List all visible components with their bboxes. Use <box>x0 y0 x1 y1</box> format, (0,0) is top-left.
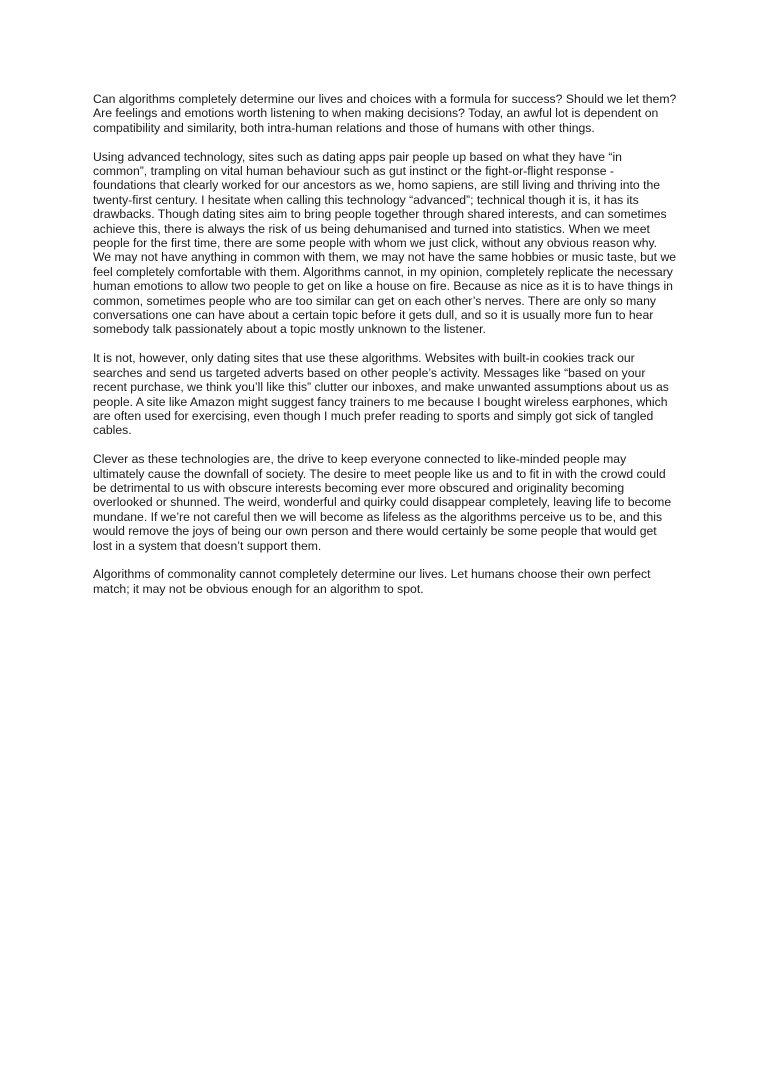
paragraph-dating-apps: Using advanced technology, sites such as dating apps pair people up based on what they have “in common”, trampling on vital human behaviour such as gut instinct or the fight-or-flight response - foundations that clearly worked for our ancestors as we, homo sapiens, are still living and thriving into the twenty-first century. I hesitate when calling this technology “advanced”; technical though it is, it has its drawbacks. Though dating sites aim to bring people together through shared interests, and can sometimes achieve this, there is always the risk of us being dehumanised and turned into statistics. When we meet people for the first time, there are some people with whom we just click, without any obvious reason why. We may not have anything in common with them, we may not have the same hobbies or music taste, but we feel completely comfortable with them. Algorithms cannot, in my opinion, completely replicate the necessary human emotions to allow two people to get on like a house on fire. Because as nice as it is to have things in common, sometimes people who are too similar can get on each other’s nerves. There are only so many conversations one can have about a certain topic before it gets dull, and so it is usually more fun to hear somebody talk passionately about a topic mostly unknown to the listener. <box>93 149 677 337</box>
essay-body <box>93 92 677 611</box>
paragraph-cookies: It is not, however, only dating sites that use these algorithms. Websites with built-in cookies track our searches and send us targeted adverts based on other people’s activity. Messages like “based on your recent purchase, we think you’ll like this” clutter our inboxes, and make unwanted assumptions about us as people. A site like Amazon might suggest fancy trainers to me because I bought wireless earphones, which are often used for exercising, even though I much prefer reading to sports and simply got sick of tangled cables. <box>93 351 669 438</box>
paragraph-society: Clever as these technologies are, the drive to keep everyone connected to like-minded people may ultimately cause the downfall of society. The desire to meet people like us and to fit in with the crowd could be detrimental to us with obscure interests becoming ever more obscured and originality becoming overlooked or shunned. The weird, wonderful and quirky could disappear completely, leaving life to become mundane. If we’re not careful then we will become as lifeless as the algorithms perceive us to be, and this would remove the joys of being our own person and there would certainly be some people that would get lost in a system that doesn’t support them. <box>93 452 672 553</box>
paragraph-intro: Can algorithms completely determine our lives and choices with a formula for success? Should we let them? Are feelings and emotions worth listening to when making decisions? Today, an awful lot is dependent on compatibility and similarity, both intra-human relations and those of humans with other things. <box>93 92 677 135</box>
paragraph-conclusion: Algorithms of commonality cannot completely determine our lives. Let humans choose their own perfect match; it may not be obvious enough for an algorithm to spot. <box>93 567 651 596</box>
